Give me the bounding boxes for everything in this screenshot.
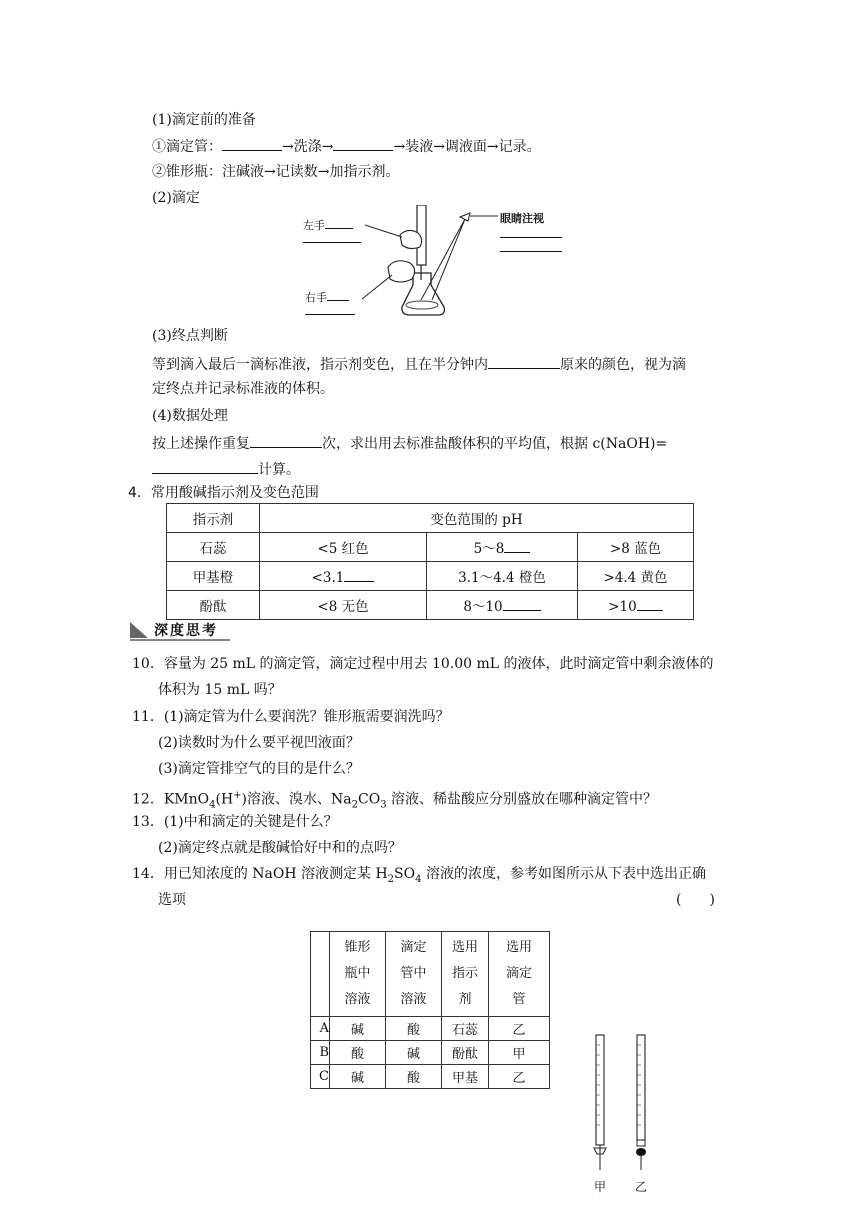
deep-think-header bbox=[130, 620, 230, 640]
burettes-figure bbox=[585, 1030, 665, 1200]
header-triangle-icon bbox=[130, 622, 148, 638]
blank bbox=[222, 136, 282, 151]
q13-line-1: 13．(1)中和滴定的关键是什么？ bbox=[132, 814, 338, 830]
q14-table bbox=[310, 931, 550, 1089]
q12-line: 12．KMnO$_4$(H+)溶液、溴水、$Na_2CO_3$ 溶液、稀盐酸应分别盛放在哪种滴定管中？ bbox=[132, 790, 658, 811]
q14-answer-paren: ( ) bbox=[676, 892, 715, 908]
q11-line-3: (3)滴定管排空气的目的是什么？ bbox=[158, 761, 360, 777]
prep-burette-b: →洗涤→ bbox=[282, 139, 334, 155]
deep-think-title: 深度思考 bbox=[154, 623, 218, 639]
left-hand-blank bbox=[303, 241, 361, 243]
prep-flask-line: ②锥形瓶：注碱液→记读数→加指示剂。 bbox=[152, 164, 400, 180]
q14-line-1: 14．用已知浓度的 NaOH 溶液测定某 $H_2SO_4$ 溶液的浓度，参考如图所示从下表中选出正确 bbox=[132, 866, 706, 885]
endpoint-line-1: 等到滴入最后一滴标准液，指示剂变色，且在半分钟内 原来的颜色，视为滴 bbox=[152, 354, 686, 375]
table-header-row bbox=[167, 504, 694, 533]
indicator-table bbox=[166, 503, 694, 620]
q11-line-2: (2)读数时为什么要平视凹液面？ bbox=[158, 735, 360, 751]
q13-line-2: (2)滴定终点就是酸碱恰好中和的点吗？ bbox=[158, 840, 402, 856]
table-row: A 碱 酸 石蕊 乙 bbox=[311, 1017, 550, 1041]
table-row: 石蕊 <5 红色 5～8 >8 蓝色 bbox=[167, 533, 694, 562]
data-line-1: 按上述操作重复 次，求出用去标准盐酸体积的平均值，根据 c(NaOH)= bbox=[152, 433, 667, 454]
data-line-2: 计算。 bbox=[152, 459, 300, 480]
table-row: 甲基橙 <3.1 3.1～4.4 橙色 >4.4 黄色 bbox=[167, 562, 694, 591]
eyes-blank-1 bbox=[500, 236, 562, 238]
section4-title: 4．常用酸碱指示剂及变色范围 bbox=[128, 485, 319, 501]
endpoint-title: (3)终点判断 bbox=[152, 328, 228, 344]
table-row: B 酸 碱 酚酞 甲 bbox=[311, 1041, 550, 1065]
burette-left-label: 甲 bbox=[594, 1180, 607, 1194]
data-title: (4)数据处理 bbox=[152, 408, 228, 424]
header-indicator: 指示剂 bbox=[167, 504, 260, 533]
table-row: C 碱 酸 甲基 乙 bbox=[311, 1065, 550, 1089]
left-hand-label: 左手 bbox=[303, 217, 353, 233]
q10-line-2: 体积为 15 mL 吗？ bbox=[158, 682, 282, 698]
q14-header-row: 锥形 瓶中 溶液 滴定 管中 溶液 选用 指示 剂 选用 滴定 管 bbox=[311, 932, 550, 1017]
prep-burette-c: →装液→调液面→记录。 bbox=[393, 139, 541, 155]
eyes-blank-2 bbox=[500, 250, 562, 252]
prep-burette-a: ①滴定管： bbox=[152, 139, 222, 155]
burettes-drawing bbox=[585, 1030, 665, 1180]
q10-line-1: 10．容量为 25 mL 的滴定管，滴定过程中用去 10.00 mL 的液体，此时滴定管中剩余液体的 bbox=[132, 656, 714, 672]
table-row: 酚酞 <8 无色 8～10 >10 bbox=[167, 591, 694, 620]
prep-burette-line bbox=[152, 136, 541, 157]
eyes-label: 眼睛注视 bbox=[500, 212, 544, 225]
endpoint-line-2: 定终点并记录标准液的体积。 bbox=[152, 381, 334, 397]
prep-title: (1)滴定前的准备 bbox=[152, 112, 256, 128]
right-hand-label: 右手 bbox=[305, 289, 349, 305]
q14-line-2: 选项 bbox=[158, 892, 186, 908]
q11-line-1: 11．(1)滴定管为什么要润洗？锥形瓶需要润洗吗？ bbox=[132, 709, 450, 725]
titration-title: (2)滴定 bbox=[152, 190, 200, 206]
burette-right-label: 乙 bbox=[635, 1180, 648, 1194]
blank bbox=[333, 136, 393, 151]
right-hand-blank bbox=[305, 313, 355, 315]
titration-figure bbox=[300, 205, 570, 320]
header-range: 变色范围的 pH bbox=[260, 504, 694, 533]
